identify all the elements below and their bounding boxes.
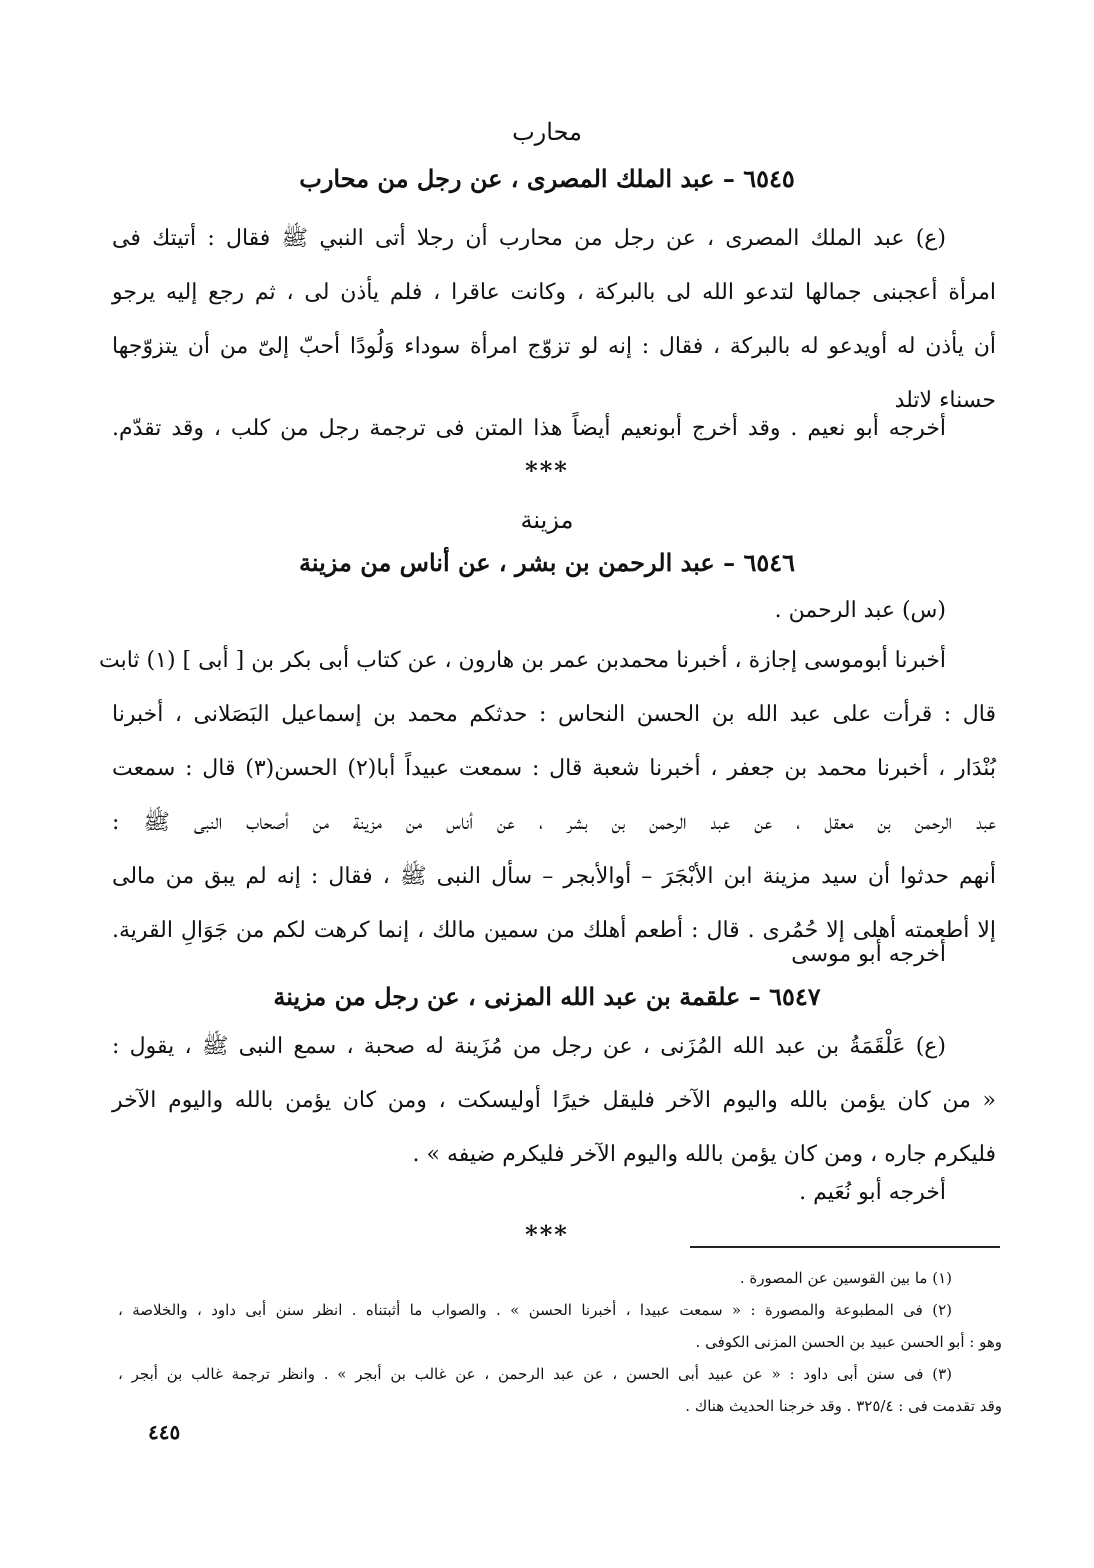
text-line: أخبرنا أبوموسى إجازة ، أخبرنا محمدبن عمر بن هارون ، عن كتاب أبى بكر بن [ أبى ] (١) ثابت bbox=[98, 648, 946, 673]
text-line: امرأة أعجبنى جمالها لتدعو الله لى بالبركة ، وكانت عاقرا ، فلم يأذن لى ، ثم رجع إليه يرجو bbox=[112, 280, 996, 305]
text-line: أن يأذن له أويدعو له بالبركة ، فقال : إنه لو تزوّج امرأة سوداء وَلُودًا أحبّ إلىّ من أن يتزوّجها bbox=[112, 334, 996, 359]
tribe-title-muharib: محارب bbox=[512, 118, 582, 146]
text-line: (ع) عبد الملك المصرى ، عن رجل من محارب أن رجلا أتى النبي ﷺ فقال : أتيتك فى bbox=[112, 226, 946, 251]
text-line: أخرجه أبو موسى bbox=[791, 942, 946, 967]
footnote-line: وقد تقدمت فى : ٣٢٥/٤ . وقد خرجنا الحديث هناك . bbox=[685, 1397, 1002, 1415]
footnote-line: (٣) فى سنن أبى داود : « عن عبيد أبى الحسن ، عن عبد الرحمن ، عن غالب بن أبجر » . وانظر ترجمة غالب بن أبجر ، bbox=[118, 1365, 952, 1383]
text-line: حسناء لاتلد bbox=[894, 388, 996, 413]
section-divider: *** bbox=[525, 456, 569, 485]
entry-intro-6546 bbox=[112, 584, 996, 638]
source-note-6545 bbox=[112, 402, 996, 456]
entry-heading-6547: ٦٥٤٧ – علقمة بن عبد الله المزنى ، عن رجل من مزينة bbox=[273, 982, 821, 1011]
source-note-6546 bbox=[112, 928, 996, 982]
text-line: أخرجه أبو نُعَيم . bbox=[799, 1180, 946, 1205]
footnote-line: (١) ما بين القوسين عن المصورة . bbox=[739, 1269, 952, 1287]
page-number: ٤٤٥ bbox=[148, 1420, 181, 1444]
text-line: « من كان يؤمن بالله واليوم الآخر فليقل خيرًا أوليسكت ، ومن كان يؤمن بالله واليوم الآخر bbox=[112, 1088, 996, 1113]
source-note-6547 bbox=[112, 1166, 996, 1220]
text-line: إلا أطعمته أهلى إلا حُمُرى . قال : أطعم أهلك من سمين مالك ، إنما كرهت لكم من جَوَالِ القرية. bbox=[112, 918, 996, 943]
section-divider: *** bbox=[525, 1220, 569, 1249]
entry-text-6545 bbox=[112, 212, 996, 428]
entry-text-6547 bbox=[112, 1020, 996, 1182]
footnote-line: (٢) فى المطبوعة والمصورة : « سمعت عبيدا ، أخبرنا الحسن » . والصواب ما أثبتناه . انظر سنن أبى داود ، والخلاصة ، bbox=[118, 1301, 952, 1319]
footnotes bbox=[118, 1262, 1002, 1422]
footnote-line: وهو : أبو الحسن عبيد بن الحسن المزنى الكوفى . bbox=[695, 1333, 1002, 1351]
text-line: بُنْدَار ، أخبرنا محمد بن جعفر ، أخبرنا شعبة قال : سمعت عبيداً أبا(٢) الحسن(٣) قال : سمعت bbox=[112, 756, 996, 781]
text-line: (س) عبد الرحمن . bbox=[774, 598, 946, 623]
text-line: عبد الرحمن بن معقل ، عن عبد الرحمن بن بشر ، عن أناس من مزينة من أصحاب النبى ﷺ : bbox=[112, 810, 996, 835]
entry-heading-6545: ٦٥٤٥ – عبد الملك المصرى ، عن رجل من محارب bbox=[299, 164, 795, 193]
text-line: أخرجه أبو نعيم . وقد أخرج أبونعيم أيضاً هذا المتن فى ترجمة رجل من كلب ، وقد تقدّم. bbox=[112, 416, 946, 441]
entry-text-6546 bbox=[98, 634, 996, 958]
footnote-separator bbox=[690, 1246, 1000, 1248]
text-line: أنهم حدثوا أن سيد مزينة ابن الأبْجَرَ – أوالأبجر – سأل النبى ﷺ ، فقال : إنه لم يبق من مالى bbox=[112, 864, 996, 889]
tribe-title-muzayna: مزينة bbox=[520, 506, 574, 534]
text-line: (ع) عَلْقَمَةُ بن عبد الله المُزَنى ، عن رجل من مُزَينة له صحبة ، سمع النبى ﷺ ، يقول : bbox=[112, 1034, 946, 1059]
text-line: فليكرم جاره ، ومن كان يؤمن بالله واليوم الآخر فليكرم ضيفه » . bbox=[412, 1142, 996, 1167]
entry-heading-6546: ٦٥٤٦ – عبد الرحمن بن بشر ، عن أناس من مزينة bbox=[298, 548, 796, 577]
text-line: قال : قرأت على عبد الله بن الحسن النحاس : حدثكم محمد بن إسماعيل البَصَلانى ، أخبرنا bbox=[112, 702, 996, 727]
